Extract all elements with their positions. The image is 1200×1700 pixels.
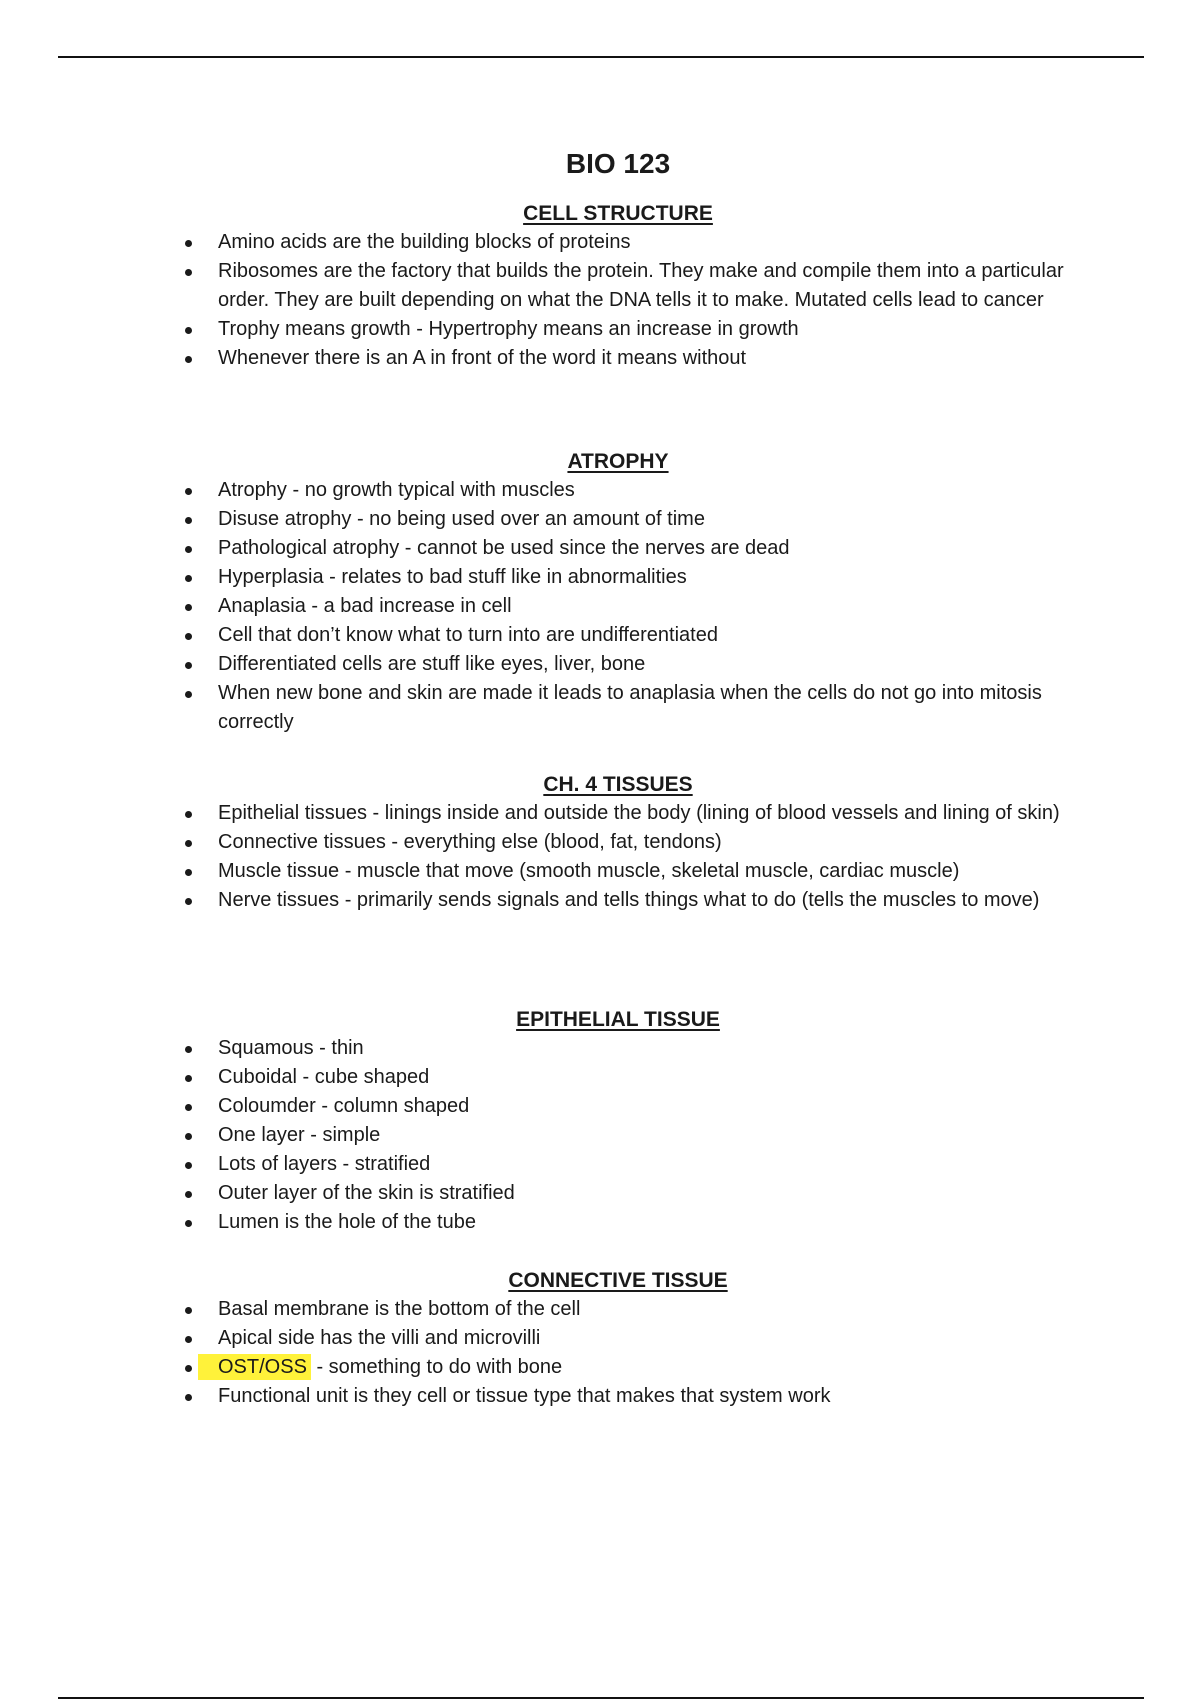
section-heading: EPITHELIAL TISSUE — [516, 1008, 720, 1031]
bottom-rule — [58, 1697, 1144, 1699]
bullet-icon — [185, 1394, 192, 1401]
bullet-icon — [185, 604, 192, 611]
list-item: Functional unit is they cell or tissue type that makes that system work — [0, 1382, 1200, 1411]
list-item: Lumen is the hole of the tube — [0, 1208, 1200, 1237]
section-heading: CONNECTIVE TISSUE — [508, 1269, 728, 1292]
list-item: Differentiated cells are stuff like eyes, liver, bone — [0, 650, 1200, 679]
list-item: Amino acids are the building blocks of proteins — [0, 228, 1200, 257]
list-item: Whenever there is an A in front of the word it means without — [0, 344, 1200, 373]
bullet-icon — [185, 662, 192, 669]
bullet-icon — [185, 546, 192, 553]
bullet-icon — [185, 691, 192, 698]
section-atrophy — [0, 448, 1200, 737]
list-item: Cell that don’t know what to turn into are undifferentiated — [0, 621, 1200, 650]
list-item: Trophy means growth - Hypertrophy means an increase in growth — [0, 315, 1200, 344]
list-item: Pathological atrophy - cannot be used since the nerves are dead — [0, 534, 1200, 563]
page-title: BIO 123 — [565, 148, 671, 179]
list-item: Epithelial tissues - linings inside and outside the body (lining of blood vessels and lining of skin) — [0, 799, 1200, 828]
list-item: One layer - simple — [0, 1121, 1200, 1150]
bullet-icon — [185, 1191, 192, 1198]
list-item: Disuse atrophy - no being used over an amount of time — [0, 505, 1200, 534]
bullet-icon — [185, 1104, 192, 1111]
list-item: Hyperplasia - relates to bad stuff like in abnormalities — [0, 563, 1200, 592]
bullet-icon — [185, 869, 192, 876]
bullet-icon — [185, 517, 192, 524]
list-item: Ribosomes are the factory that builds the protein. They make and compile them into a particular order. They are built depending on what the DNA tells it to make. Mutated cells lead to cancer — [0, 257, 1200, 315]
bullet-icon — [185, 327, 192, 334]
section-heading: CELL STRUCTURE — [523, 202, 713, 225]
section-connective-tissue — [0, 1267, 1200, 1411]
list-item: Apical side has the villi and microvilli — [0, 1324, 1200, 1353]
bullet-icon — [185, 1365, 192, 1372]
list-item: Nerve tissues - primarily sends signals and tells things what to do (tells the muscles to move) — [0, 886, 1200, 915]
bullet-icon — [185, 1336, 192, 1343]
bullet-icon — [185, 1307, 192, 1314]
highlighted-term: OST/OSS — [198, 1354, 311, 1380]
list-item: Lots of layers - stratified — [0, 1150, 1200, 1179]
bullet-icon — [185, 240, 192, 247]
list-item: Cuboidal - cube shaped — [0, 1063, 1200, 1092]
section-tissues — [0, 771, 1200, 915]
bullet-list — [0, 1295, 1200, 1411]
list-item: Squamous - thin — [0, 1034, 1200, 1063]
bullet-list — [0, 228, 1200, 373]
list-item: Muscle tissue - muscle that move (smooth muscle, skeletal muscle, cardiac muscle) — [0, 857, 1200, 886]
bullet-icon — [185, 633, 192, 640]
list-item: When new bone and skin are made it leads to anaplasia when the cells do not go into mitosis correctly — [0, 679, 1200, 737]
top-rule — [58, 56, 1144, 58]
list-item: Anaplasia - a bad increase in cell — [0, 592, 1200, 621]
bullet-icon — [185, 898, 192, 905]
list-item-highlighted: OST/OSS - something to do with bone — [0, 1353, 1200, 1382]
section-heading: CH. 4 TISSUES — [543, 773, 693, 796]
bullet-icon — [185, 1075, 192, 1082]
bullet-list — [0, 799, 1200, 915]
section-heading: ATROPHY — [567, 450, 669, 473]
bullet-icon — [185, 1046, 192, 1053]
bullet-icon — [185, 840, 192, 847]
bullet-icon — [185, 575, 192, 582]
bullet-list — [0, 476, 1200, 737]
section-cell-structure — [0, 200, 1200, 373]
list-item: Outer layer of the skin is stratified — [0, 1179, 1200, 1208]
list-item: Coloumder - column shaped — [0, 1092, 1200, 1121]
list-item: Basal membrane is the bottom of the cell — [0, 1295, 1200, 1324]
bullet-list — [0, 1034, 1200, 1237]
bullet-icon — [185, 356, 192, 363]
list-item: Atrophy - no growth typical with muscles — [0, 476, 1200, 505]
bullet-icon — [185, 1133, 192, 1140]
bullet-icon — [185, 811, 192, 818]
bullet-icon — [185, 488, 192, 495]
bullet-icon — [185, 1162, 192, 1169]
list-item: Connective tissues - everything else (blood, fat, tendons) — [0, 828, 1200, 857]
bullet-icon — [185, 269, 192, 276]
section-epithelial-tissue — [0, 1006, 1200, 1237]
bullet-icon — [185, 1220, 192, 1227]
